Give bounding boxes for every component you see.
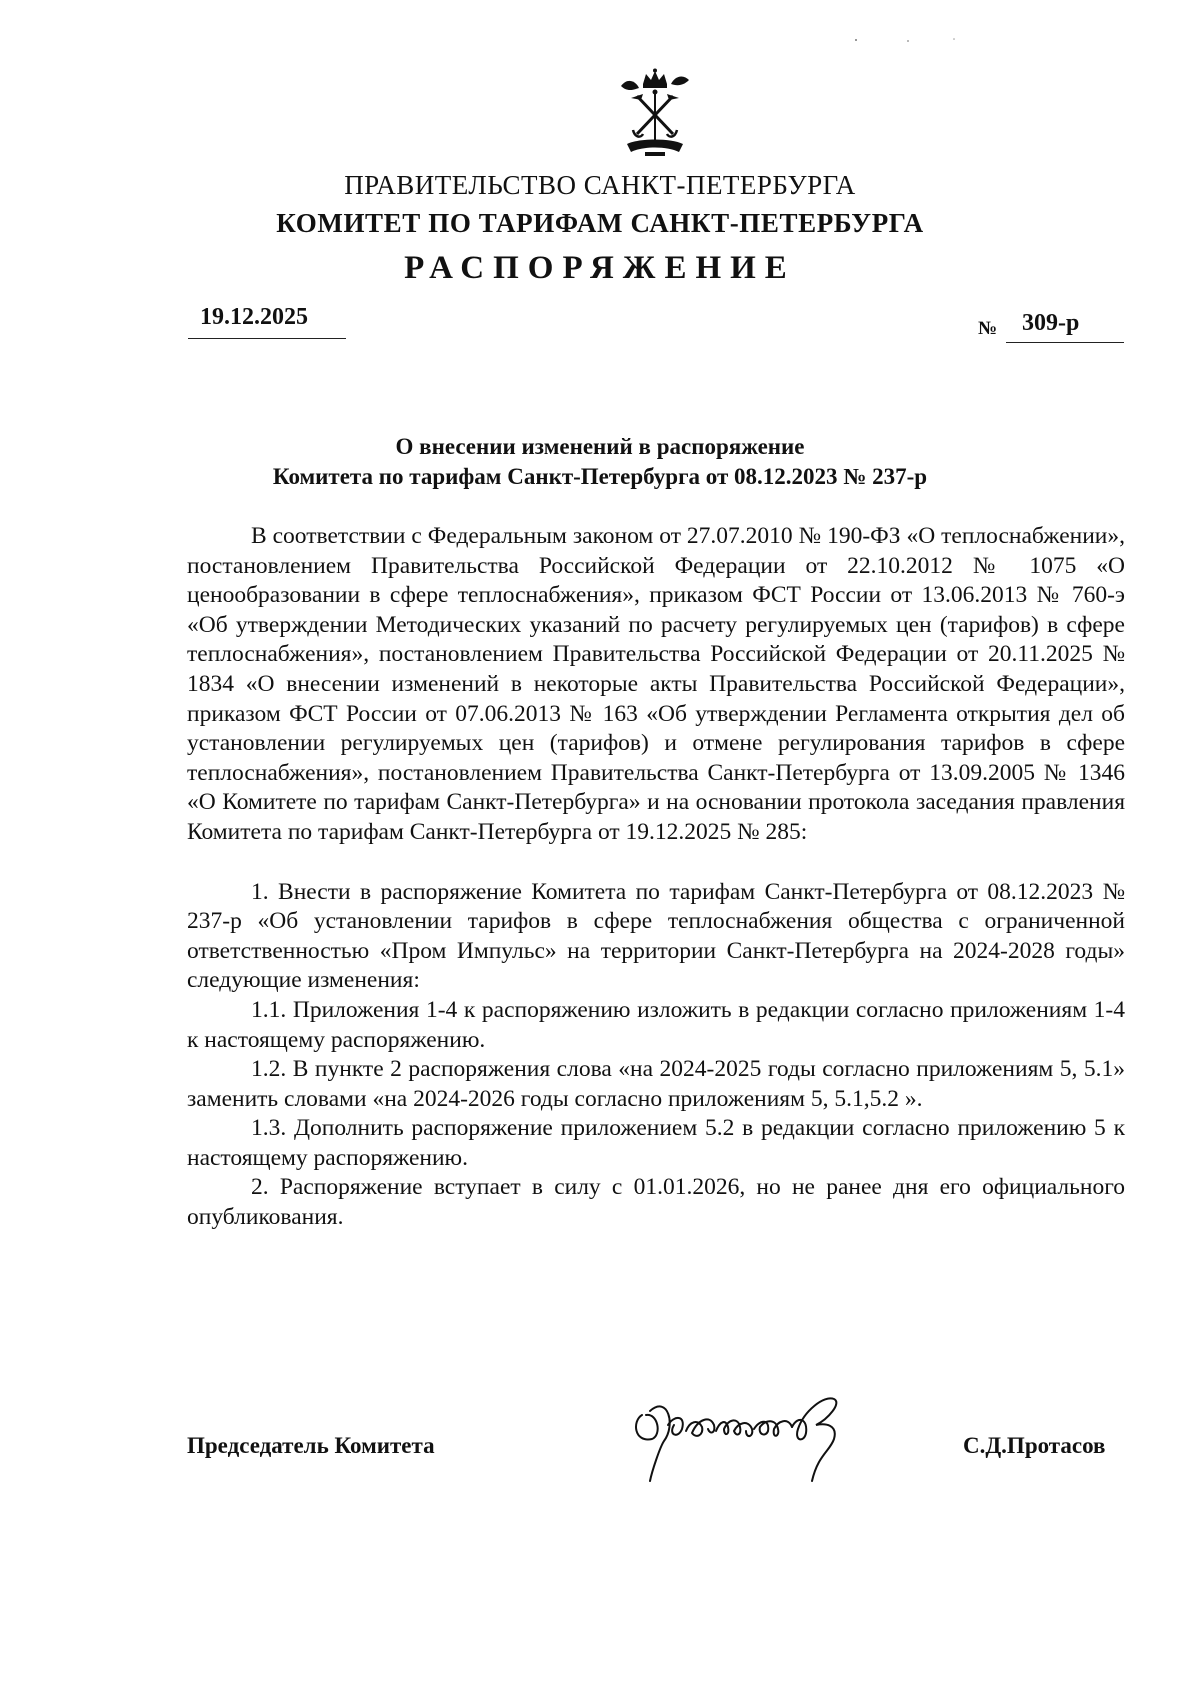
item-1-3-paragraph: 1.3. Дополнить распоряжение приложением 5.2 в редакции согласно приложению 5 к настоящему распоряжению. (187, 1115, 1125, 1171)
subject-line-1: О внесении изменений в распоряжение (395, 434, 805, 459)
item-1-1-paragraph: 1.1. Приложения 1-4 к распоряжению изложить в редакции согласно приложениям 1-4 к настоящему распоряжению. (187, 996, 1125, 1053)
document-number: 309-р (1022, 310, 1080, 336)
document-type-heading: РАСПОРЯЖЕНИЕ (404, 250, 796, 286)
date-underline (188, 338, 346, 339)
signatory-position: Председатель Комитета (187, 1433, 435, 1458)
scan-specks (850, 36, 970, 44)
document-body (187, 522, 1125, 1233)
signatory-name: С.Д.Протасов (963, 1433, 1106, 1458)
item-1-paragraph: 1. Внести в распоряжение Комитета по тарифам Санкт-Петербурга от 08.12.2023 № 237-р «Об установлении тарифов в сфере теплоснабжения общества с ограниченной ответственностью «Пром Импульс» на территории Санкт-Петербурга на 2024-2028 годы» следующие изменения: (187, 878, 1125, 994)
preamble-paragraph: В соответствии с Федеральным законом от 27.07.2010 № 190-ФЗ «О теплоснабжении», постановлением Правительства Российской Федерации от 22.10.2012 № 1075 «О ценообразовании в сфере теплоснабжения», приказом ФСТ России от 13.06.2013 № 760-э «Об утверждении Методических указаний по расчету регулируемых цен (тарифов) в сфере теплоснабжения», постановлением Правительства Российской Федерации от 20.11.2025 № 1834 «О внесении изменений в некоторые акты Правительства Российской Федерации», приказом ФСТ России от 07.06.2013 № 163 «Об утверждении Регламента открытия дел об установлении регулируемых цен (тарифов) и отмене регулирования тарифов в сфере теплоснабжения», постановлением Правительства Санкт-Петербурга от 13.09.2005 № 1346 «О Комитете по тарифам Санкт-Петербурга» и на основании протокола заседания правления Комитета по тарифам Санкт-Петербурга от 19.12.2025 № 285: (187, 523, 1125, 845)
subject-line-2: Комитета по тарифам Санкт-Петербурга от 08.12.2023 № 237-р (272, 464, 928, 489)
government-heading: ПРАВИТЕЛЬСТВО САНКТ-ПЕТЕРБУРГА (344, 170, 856, 200)
committee-heading: КОМИТЕТ ПО ТАРИФАМ САНКТ-ПЕТЕРБУРГА (276, 208, 924, 238)
document-date: 19.12.2025 (200, 304, 308, 330)
number-sign: № (978, 318, 998, 339)
item-2-paragraph: 2. Распоряжение вступает в силу с 01.01.2026, но не ранее дня его официального опубликования. (187, 1174, 1125, 1231)
number-underline (1006, 342, 1124, 343)
coat-of-arms-icon (617, 68, 693, 158)
handwritten-signature (628, 1385, 878, 1485)
document-subject (0, 432, 1200, 492)
item-1-2-paragraph: 1.2. В пункте 2 распоряжения слова «на 2024-2025 годы согласно приложениям 5, 5.1» заменить словами «на 2024-2026 годы согласно приложениям 5, 5.1,5.2 ». (187, 1056, 1125, 1112)
